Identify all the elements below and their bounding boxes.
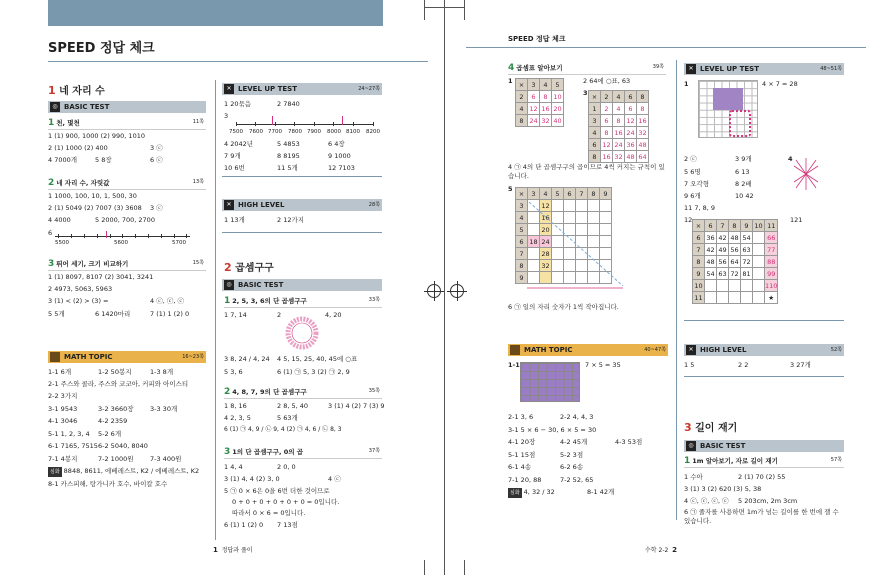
column-rule <box>215 80 216 540</box>
level-up-icon: ✕ <box>686 64 696 74</box>
section-2-title: 2 곱셈구구 <box>224 261 274 274</box>
answer-line: 6-1 4송 <box>508 463 532 471</box>
axis-label: 5700 <box>172 240 186 246</box>
page-spine <box>444 0 445 575</box>
math-topic-icon <box>50 352 60 362</box>
answer-line: 12 <box>684 216 693 224</box>
answer-line: 7 (1) 1 (2) 0 <box>150 310 190 318</box>
axis-label: 7600 <box>249 129 263 135</box>
axis-label: 5500 <box>55 240 69 246</box>
answer-line: 5-1 1, 2, 3, 4 <box>48 430 90 438</box>
answer-line: 2 4973, 5063, 5963 <box>48 285 113 293</box>
answer-line: 3 ⓒ <box>150 204 163 212</box>
answer-line: 2 (1) 70 (2) 55 <box>738 473 786 481</box>
subsection-2-3: 3 1의 단 곱셈구구, 0의 곱 37쪽 <box>224 447 380 457</box>
answer-line: 7 13점 <box>277 521 298 529</box>
right-header: SPEED 정답 체크 <box>508 35 566 43</box>
answer-line: 6 (1) 1 (2) 0 <box>224 521 264 529</box>
basic-test-icon: ◎ <box>50 102 60 112</box>
answer-line: 3 (1) 4, 4 (2) 3, 0 <box>224 475 280 483</box>
answer-line: 4 4000 <box>48 216 71 224</box>
divider <box>222 232 382 233</box>
divider <box>222 176 382 177</box>
answer-line: 5 8장 <box>95 156 112 164</box>
section-1-title: 1 네 자리 수 <box>48 84 105 97</box>
answer-line: 5 203cm, 2m 3cm <box>738 497 798 505</box>
answer-line: 3 <box>224 112 229 120</box>
answer-line: 5 2000, 700, 2700 <box>95 216 155 224</box>
axis-label: 8200 <box>366 129 380 135</box>
answer-line: 3-1 5 × 6 − 30, 6 × 5 = 30 <box>508 426 597 434</box>
number-line <box>236 124 374 125</box>
answer-line: 1-2 50봉지 <box>98 368 132 376</box>
answer-line: 7-3 400원 <box>150 455 182 463</box>
answer-line: 7-1 20, 88 <box>508 476 542 484</box>
basic-test-bar: ◎ BASIC TEST <box>222 279 382 291</box>
math-topic-bar: MATH TOPIC 16~23쪽 <box>48 351 206 363</box>
high-level-icon: ✕ <box>686 345 696 355</box>
answer-line: 2 (1) 1000 (2) 400 <box>48 144 108 152</box>
registration-mark <box>427 284 441 298</box>
answer-line: 3 (1) 4 (2) 7 (3) 9 <box>328 402 385 410</box>
subsection-2-4: 4 곱셈표 알아보기 39쪽 <box>508 63 664 73</box>
multiplication-table-2: × 2 4 6 8 1 2 4 6 8 3 6 8 12 16 4 8 16 24 32 6 12 24 36 48 8 16 32 48 64 <box>588 90 649 163</box>
answer-line: 2 12가지 <box>277 216 305 224</box>
answer-line: 5 63개 <box>277 414 298 422</box>
answer-line: 5 3, 6 <box>224 368 243 376</box>
level-up-icon: ✕ <box>224 84 234 94</box>
star-line-figure <box>792 156 820 192</box>
answer-line: 6 4장 <box>328 140 345 148</box>
answer-line: 6 ㉠ 줄자를 사용하면 1m가 넘는 길이를 한 번에 잴 수 있습니다. <box>684 508 839 525</box>
answer-line: 2 7840 <box>277 100 300 108</box>
answer-line: 7 × 5 = 35 <box>585 361 621 369</box>
answer-line: 2 2 <box>738 361 749 369</box>
answer-line: 1 4, 4 <box>224 463 243 471</box>
answer-line: 심화 8848, 8611, 에베레스트, K2 / 에베레스트, K2 <box>50 467 200 475</box>
answer-number: 1 <box>684 80 689 88</box>
basic-test-icon: ◎ <box>686 441 696 451</box>
number-line <box>55 236 190 237</box>
answer-line: 8-1 카스피해, 탕가니카 호수, 바이칼 호수 <box>48 480 168 488</box>
answer-line: 1 (1) 900, 1000 (2) 990, 1010 <box>48 132 145 140</box>
answer-line: 6 (1) ㉠ 5, 3 (2) ㉠ 2, 9 <box>277 368 350 376</box>
answer-line: 7-2 1000원 <box>98 455 134 463</box>
answer-line: 3 (1) 3 (2) 620 (3) 5, 38 <box>684 485 762 493</box>
divider <box>684 376 844 377</box>
answer-line: 4 ⓒ, ⓒ, ⓒ, ⓒ <box>684 497 729 505</box>
answer-line: 4 7000개 <box>48 156 78 164</box>
answer-line: 3-2 3660장 <box>98 405 134 413</box>
answer-line: 1 7, 14 <box>224 311 247 319</box>
answer-line: 5-1 15점 <box>508 451 536 459</box>
answer-line: 5-2 6개 <box>98 430 122 438</box>
answer-line: 5 6명 <box>684 168 701 176</box>
answer-line: 7 9개 <box>224 152 241 160</box>
crop-mark <box>464 0 465 20</box>
answer-line: 0 + 0 + 0 + 0 + 0 + 0 = 0입니다. <box>232 498 340 506</box>
crop-mark <box>424 560 425 575</box>
answer-line: 8-1 42개 <box>587 488 615 496</box>
answer-line: 4-2 2359 <box>98 417 128 425</box>
answer-line: 2-1 주스와 콜라, 주스와 코코아, 커피와 아이스티 <box>48 380 189 388</box>
answer-line: 2 ⓒ <box>684 155 697 163</box>
high-level-bar: ✕ HIGH LEVEL 28쪽 <box>222 199 382 211</box>
answer-line: 8 8195 <box>277 152 300 160</box>
basic-test-icon: ◎ <box>224 280 234 290</box>
answer-line: 2-2 3가지 <box>48 392 78 400</box>
answer-line: 3-3 30개 <box>150 405 178 413</box>
answer-line: 6 ㉠ 일의 자리 숫자가 1씩 작아집니다. <box>508 303 619 311</box>
divider <box>684 320 844 321</box>
answer-line: 6 <box>48 229 53 237</box>
registration-mark <box>450 284 464 298</box>
high-level-icon: ✕ <box>224 200 234 210</box>
axis-label: 7900 <box>307 129 321 135</box>
answer-line: 1 1000, 100, 10, 1, 500, 30 <box>48 192 137 200</box>
answer-line: 1 13개 <box>224 216 245 224</box>
multiplication-table-4: × 6 7 8 9 10 11 6 36 42 48 54 66 7 42 49 56 63 77 8 48 56 64 72 88 9 54 63 72 81 99 10 110 11 ★ <box>694 221 778 302</box>
high-level-bar: ✕ HIGH LEVEL 52쪽 <box>684 344 844 356</box>
answer-line: 5 5개 <box>48 310 65 318</box>
answer-line: 4 2, 3, 5 <box>224 414 251 422</box>
answer-line: 4-1 3046 <box>48 417 78 425</box>
answer-number: 4 <box>788 155 793 163</box>
axis-label: 8000 <box>327 129 341 135</box>
subsection-3-1: 1 1m 알아보기, 자로 길이 재기 57쪽 <box>684 456 842 466</box>
answer-line: 11 7, 8, 9 <box>684 204 716 212</box>
axis-label: 7500 <box>229 129 243 135</box>
answer-line: 8 2배 <box>735 180 752 188</box>
answer-line: 7 오각형 <box>684 180 710 188</box>
subsection-2-2: 2 4, 8, 7, 9의 단 곱셈구구 35쪽 <box>224 387 380 397</box>
answer-line: 9 1000 <box>328 152 351 160</box>
level-up-bar: ✕ LEVEL UP TEST 24~27쪽 <box>222 83 382 95</box>
answer-line: 3 9개 <box>735 155 752 163</box>
page-footer-left: 1 정답과 풀이 <box>213 546 253 554</box>
answer-line: 1 수아 <box>684 473 703 481</box>
diagonal-arrow-overlay <box>527 200 627 292</box>
answer-line: 1 20묶음 <box>224 100 252 108</box>
answer-line: 4 5, 15, 25, 40, 45에 ○표 <box>277 355 358 363</box>
answer-line: 10 42 <box>735 192 754 200</box>
answer-line: 12 7103 <box>328 164 355 172</box>
answer-line: 2 <box>277 311 282 319</box>
answer-line: 4 ⓒ, ⓒ, ⓒ <box>150 297 184 305</box>
crop-mark <box>424 0 425 20</box>
answer-number: 3 <box>583 89 588 97</box>
answer-line: 2 0, 0 <box>277 463 296 471</box>
answer-line: 4 ⓒ <box>328 475 341 483</box>
basic-test-bar: ◎ BASIC TEST <box>48 101 206 113</box>
answer-line: 10 6번 <box>224 164 245 172</box>
title-rule <box>466 47 866 48</box>
answer-line: 1 (1) 8097, 8107 (2) 3041, 3241 <box>48 273 154 281</box>
subsection-2-1: 1 2, 5, 3, 6의 단 곱셈구구 33쪽 <box>224 296 380 306</box>
answer-line: 6 1420마리 <box>95 310 131 318</box>
level-up-bar: ✕ LEVEL UP TEST 48~51쪽 <box>684 63 844 75</box>
answer-line: 6-2 6송 <box>560 463 584 471</box>
answer-line: 1-3 8개 <box>150 368 174 376</box>
answer-line: 9 6개 <box>684 192 701 200</box>
multiplication-table-3: × 3 4 5 6 7 8 9 3 12 4 16 5 20 6 18 24 7 28 8 32 9 <box>515 187 612 284</box>
answer-number: 1-1 <box>508 361 520 369</box>
answer-line: 5 ㉠ 0 × 6은 0을 6번 더한 것이므로 <box>224 487 330 495</box>
title-rule <box>48 61 428 62</box>
answer-line: 7-1 4봉지 <box>48 455 78 463</box>
answer-line: 121 <box>790 216 803 224</box>
answer-line: 4-3 53점 <box>615 438 643 446</box>
subsection-1-1: 1 천, 몇천 11쪽 <box>48 118 204 128</box>
crop-mark <box>424 7 464 8</box>
answer-line: 2-2 4, 4, 3 <box>560 413 594 421</box>
answer-line: 3 8, 24 / 4, 24 <box>224 355 270 363</box>
answer-line: 4 × 7 = 28 <box>762 80 798 88</box>
answer-line: 6-2 5040, 8040 <box>98 442 148 450</box>
answer-line: 4 ㉠ 4의 단 곱셈구구의 곱이므로 4씩 커지는 규칙이 있습니다. <box>508 163 665 180</box>
answer-line: 1 8, 16 <box>224 402 247 410</box>
axis-label: 5600 <box>114 240 128 246</box>
answer-line: 7-2 52, 65 <box>560 476 594 484</box>
axis-label: 8100 <box>346 129 360 135</box>
answer-line: 2 64에 ○표, 63 <box>583 77 631 85</box>
grid-figure <box>520 362 580 402</box>
answer-line: 2 8, 5, 40 <box>277 402 309 410</box>
answer-line: 1-1 6개 <box>48 368 72 376</box>
answer-line: 심화 4, 32 / 32 <box>510 488 555 496</box>
basic-test-bar: ◎ BASIC TEST <box>684 440 844 452</box>
top-color-bar <box>48 0 383 26</box>
answer-line: 5 4853 <box>277 140 300 148</box>
page-footer-right: 수학 2-2 2 <box>645 546 678 554</box>
answer-line: 4-1 20장 <box>508 438 536 446</box>
crop-mark <box>464 560 465 575</box>
answer-line: 4, 20 <box>325 311 342 319</box>
subsection-1-3: 3 뛰어 세기, 크기 비교하기 15쪽 <box>48 259 204 269</box>
answer-line: 4 2042년 <box>224 140 254 148</box>
answer-line: 6-1 7165, 7515 <box>48 442 98 450</box>
bead-ring-figure <box>283 315 321 351</box>
answer-line: 4-2 45개 <box>560 438 588 446</box>
answer-line: 6 (1) ㉠ 4, 9 / ㉡ 9, 4 (2) ㉠ 4, 6 / ㉡ 8, 3 <box>224 426 342 433</box>
answer-line: 6 ⓒ <box>150 156 163 164</box>
column-rule <box>676 60 677 520</box>
answer-number: 5 <box>508 185 513 193</box>
answer-line: 5-2 3점 <box>560 451 584 459</box>
math-topic-icon <box>510 345 520 355</box>
answer-line: 11 5개 <box>277 164 298 172</box>
number-line-marker <box>106 231 107 238</box>
answer-line: 2 (1) 5049 (2) 7007 (3) 3608 <box>48 204 142 212</box>
answer-line: 3 ⓒ <box>150 144 163 152</box>
axis-label: 7700 <box>268 129 282 135</box>
answer-line: 3 (1) < (2) > (3) = <box>48 297 109 305</box>
subsection-1-2: 2 네 자리 수, 자릿값 13쪽 <box>48 178 204 188</box>
page-title: SPEED 정답 체크 <box>48 41 155 56</box>
answer-line: 3 27개 <box>790 361 811 369</box>
multiplication-table-1: × 3 4 5 2 6 8 10 4 12 16 20 8 24 32 40 <box>515 78 564 127</box>
dot-grid-figure <box>698 80 758 138</box>
answer-line: 3-1 9543 <box>48 405 78 413</box>
answer-line: 1 5 <box>684 361 695 369</box>
section-3-title: 3 길이 재기 <box>684 421 738 434</box>
answer-line: 따라서 0 × 6 = 0입니다. <box>232 509 306 517</box>
answer-number: 1 <box>508 77 513 85</box>
axis-label: 7800 <box>288 129 302 135</box>
answer-line: 6 13 <box>735 168 750 176</box>
math-topic-bar: MATH TOPIC 40~47쪽 <box>508 344 668 356</box>
answer-line: 2-1 3, 6 <box>508 413 534 421</box>
